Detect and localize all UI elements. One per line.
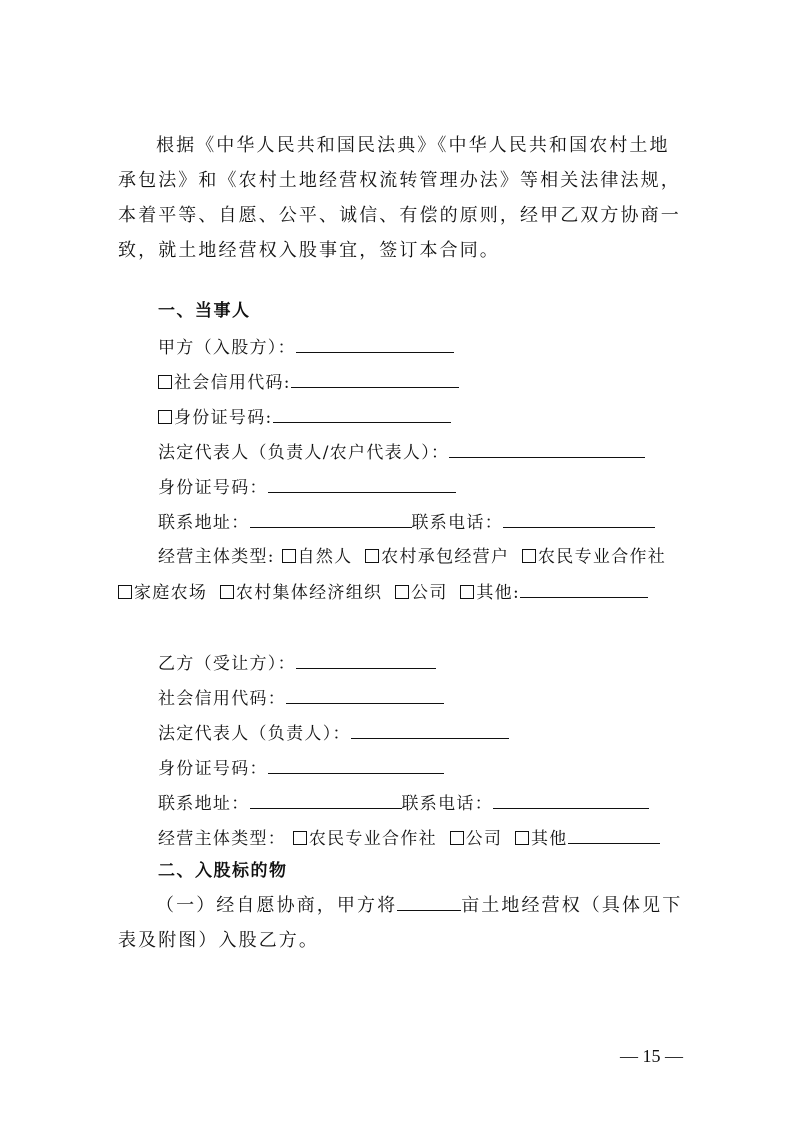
party-b-phone-label: 联系电话： (401, 794, 493, 814)
checkbox[interactable] (515, 831, 529, 845)
party-a-name-field[interactable] (296, 334, 454, 353)
party-b-type-row (158, 825, 660, 851)
acreage-field[interactable] (397, 892, 461, 911)
type-option[interactable]: 农民专业合作社 (293, 829, 437, 849)
type-option[interactable]: 公司 (450, 829, 503, 849)
party-a-rep-field[interactable] (449, 439, 645, 458)
type-option[interactable]: 其他: (460, 583, 520, 603)
party-b-credit-row (158, 685, 444, 711)
party-a-id-label: 身份证号码: (174, 408, 273, 428)
type-option[interactable]: 农村集体经济组织 (220, 583, 382, 603)
checkbox[interactable] (293, 831, 307, 845)
type-option[interactable]: 其他 (515, 829, 568, 849)
party-a-type-other-field[interactable] (520, 579, 648, 598)
intro-paragraph: 根据《中华人民共和国民法典》《中华人民共和国农村土地承包法》和《农村土地经营权流转管理办法》等相关法律法规，本着平等、自愿、公平、诚信、有偿的原则，经甲乙双方协商一致，就土地经营权入股事宜，签订本合同。 (118, 135, 681, 261)
party-b-type-label: 经营主体类型： (158, 829, 287, 849)
party-a-rep-id-row (158, 474, 456, 500)
party-a-credit-row (158, 369, 459, 395)
party-b-credit-label: 社会信用代码： (158, 689, 287, 709)
type-option[interactable]: 公司 (395, 583, 448, 603)
checkbox[interactable] (395, 585, 409, 599)
party-a-rep-id-label: 身份证号码： (158, 478, 268, 498)
party-a-type-row-2 (118, 579, 648, 605)
type-option[interactable]: 家庭农场 (118, 583, 207, 603)
checkbox[interactable] (282, 549, 296, 563)
party-b-address-field[interactable] (250, 790, 402, 809)
party-b-rep-row (158, 720, 509, 746)
party-a-rep-id-field[interactable] (268, 474, 456, 493)
party-a-name-row (158, 334, 454, 360)
party-b-contact-row (158, 790, 649, 816)
page-number: — 15 — (620, 1046, 683, 1066)
type-option[interactable]: 农村承包经营户 (365, 547, 509, 567)
party-b-name-row (158, 650, 436, 676)
checkbox[interactable] (450, 831, 464, 845)
party-a-type-row-1 (158, 544, 666, 570)
party-b-id-label: 身份证号码： (158, 759, 268, 779)
checkbox[interactable] (158, 410, 172, 424)
section-1-heading: 一、当事人 (158, 301, 251, 321)
party-b-credit-field[interactable] (286, 685, 444, 704)
checkbox[interactable] (460, 585, 474, 599)
type-option[interactable]: 自然人 (282, 547, 353, 567)
party-a-rep-row (158, 439, 645, 465)
party-b-id-row (158, 755, 444, 781)
party-a-phone-field[interactable] (503, 509, 655, 528)
party-a-name-label: 甲方（入股方）： (158, 338, 296, 358)
section-2-heading: 二、入股标的物 (158, 861, 288, 881)
checkbox[interactable] (365, 549, 379, 563)
type-option[interactable]: 农民专业合作社 (522, 547, 666, 567)
party-b-id-field[interactable] (268, 755, 444, 774)
party-b-rep-label: 法定代表人（负责人）： (158, 724, 351, 744)
party-a-contact-row (158, 509, 655, 535)
party-b-rep-field[interactable] (351, 720, 509, 739)
checkbox[interactable] (118, 585, 132, 599)
party-a-credit-label: 社会信用代码: (174, 373, 291, 393)
party-a-credit-field[interactable] (291, 369, 459, 388)
party-b-type-other-field[interactable] (568, 825, 660, 844)
party-b-name-field[interactable] (296, 650, 436, 669)
party-a-phone-label: 联系电话： (411, 513, 503, 533)
party-b-phone-field[interactable] (493, 790, 649, 809)
party-a-type-label: 经营主体类型: (158, 547, 275, 567)
party-a-id-row (158, 404, 451, 430)
checkbox[interactable] (220, 585, 234, 599)
party-a-id-field[interactable] (273, 404, 451, 423)
party-a-address-field[interactable] (250, 509, 412, 528)
party-a-address-label: 联系地址： (158, 513, 250, 533)
checkbox[interactable] (522, 549, 536, 563)
party-b-address-label: 联系地址： (158, 794, 250, 814)
party-b-name-label: 乙方（受让方）： (158, 654, 296, 674)
section-2-paragraph: （一）经自愿协商，甲方将 亩土地经营权（具体见下表及附图）入股乙方。 (118, 888, 688, 958)
party-a-rep-label: 法定代表人（负责人/农户代表人）： (158, 443, 450, 463)
checkbox[interactable] (158, 375, 172, 389)
